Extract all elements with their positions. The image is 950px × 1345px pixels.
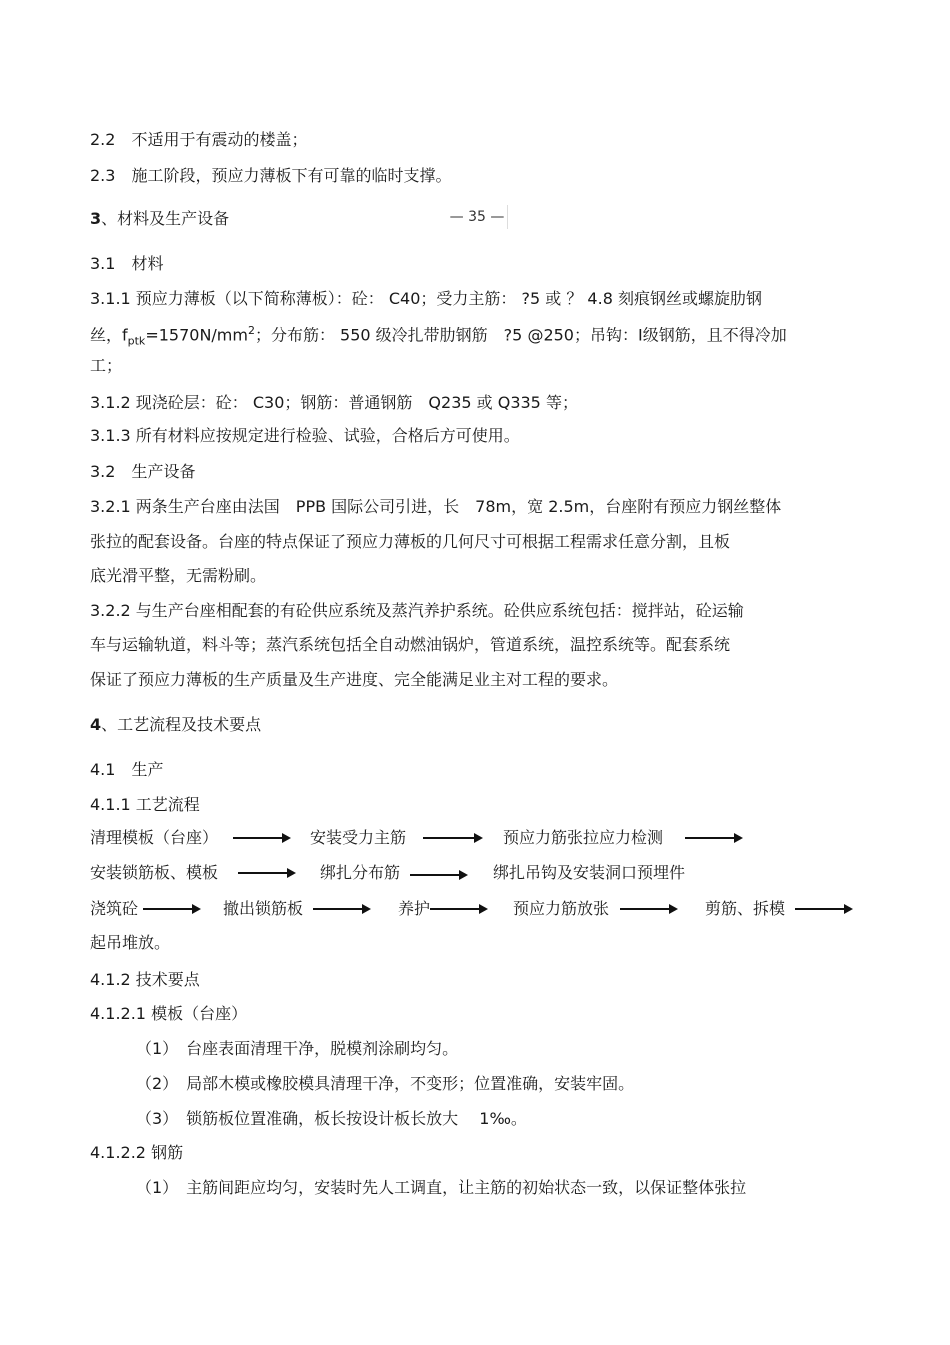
- clause-4-1-2-1: 4.1.2.1 模板（台座）: [90, 1004, 248, 1023]
- arrow-right-icon: [238, 868, 296, 878]
- clause-3-2-2-line2: 车与运输轨道，料斗等；蒸汽系统包括全自动燃油锅炉，管道系统，温控系统等。配套系统: [90, 635, 731, 654]
- page-number: — 35 —: [447, 205, 508, 229]
- flow-step: 撤出锁筋板: [223, 899, 304, 918]
- list-item: （3） 锁筋板位置准确，板长按设计板长放大 1‰。: [136, 1109, 527, 1128]
- flow-step: 绑扎吊钩及安装洞口预埋件: [493, 863, 686, 882]
- arrow-right-icon: [143, 904, 201, 914]
- section-4-heading: [90, 714, 261, 736]
- arrow-right-icon: [685, 833, 743, 843]
- clause-4-1-2-2: 4.1.2.2 钢筋: [90, 1143, 184, 1162]
- flow-step: 起吊堆放。: [90, 933, 171, 952]
- flow-step: 清理模板（台座）: [90, 828, 219, 847]
- list-item: （2） 局部木模或橡胶模具清理干净，不变形；位置准确，安装牢固。: [136, 1074, 635, 1093]
- superscript-2: 2: [247, 324, 255, 337]
- subscript-ptk: ptk: [127, 334, 146, 348]
- flow-step: 绑扎分布筋: [320, 863, 401, 882]
- clause-4-1-2: 4.1.2 技术要点: [90, 970, 200, 989]
- list-item: （1） 台座表面清理干净，脱模剂涂刷均匀。: [136, 1039, 459, 1058]
- section-4-title: 、工艺流程及技术要点: [101, 715, 262, 734]
- clause-3-1-2: 3.1.2 现浇砼层：砼： C30；钢筋：普通钢筋 Q235 或 Q335 等；: [90, 393, 578, 412]
- section-3-heading: [90, 208, 229, 230]
- clause-3-2: 3.2 生产设备: [90, 462, 196, 481]
- clause-3-2-1-line2: 张拉的配套设备。台座的特点保证了预应力薄板的几何尺寸可根据工程需求任意分割，且板: [90, 532, 731, 551]
- text-fragment: =1570N/mm: [145, 325, 248, 345]
- flow-step: 剪筋、拆模: [705, 899, 786, 918]
- flow-step: 预应力筋放张: [513, 899, 610, 918]
- arrow-right-icon: [430, 904, 488, 914]
- clause-3-1-1-line1: 3.1.1 预应力薄板（以下简称薄板）：砼： C40；受力主筋： ?5 或 ？ 4.8 刻痕钢丝或螺旋肋钢: [90, 289, 762, 308]
- clause-3-2-1-line1: 3.2.1 两条生产台座由法国 PPB 国际公司引进，长 78m，宽 2.5m，台座附有预应力钢丝整体: [90, 497, 782, 516]
- clause-3-1: 3.1 材料: [90, 254, 164, 273]
- clause-3-1-1-line2: [90, 320, 787, 353]
- flow-step: 预应力筋张拉应力检测: [503, 828, 664, 847]
- text-fragment: 丝，f: [90, 325, 128, 345]
- clause-3-2-2-line1: 3.2.2 与生产台座相配套的有砼供应系统及蒸汽养护系统。砼供应系统包括：搅拌站，砼运输: [90, 601, 744, 620]
- clause-2-3: 2.3 施工阶段，预应力薄板下有可靠的临时支撑。: [90, 166, 452, 185]
- arrow-right-icon: [313, 904, 371, 914]
- flow-step: 安装锁筋板、模板: [90, 863, 219, 882]
- arrow-right-icon: [795, 904, 853, 914]
- flow-step: 浇筑砼: [90, 899, 139, 918]
- clause-4-1-1: 4.1.1 工艺流程: [90, 795, 200, 814]
- clause-3-2-1-line3: 底光滑平整，无需粉刷。: [90, 566, 267, 585]
- arrow-right-icon: [423, 833, 483, 843]
- list-item: （1） 主筋间距应均匀，安装时先人工调直，让主筋的初始状态一致，以保证整体张拉: [136, 1178, 747, 1197]
- section-4-number: 4: [90, 715, 102, 734]
- text-fragment: ；分布筋： 550 级冷扎带肋钢筋 ?5 @250；吊钩：Ⅰ级钢筋，且不得冷加: [254, 325, 787, 345]
- arrow-right-icon: [620, 904, 678, 914]
- clause-3-1-3: 3.1.3 所有材料应按规定进行检验、试验，合格后方可使用。: [90, 426, 520, 445]
- clause-4-1: 4.1 生产: [90, 760, 164, 779]
- section-3-title: 、材料及生产设备: [101, 209, 230, 228]
- section-3-number: 3: [90, 209, 102, 228]
- clause-3-1-1-line3: 工；: [90, 356, 123, 375]
- flow-step: 养护: [398, 899, 431, 918]
- arrow-right-icon: [410, 870, 468, 880]
- arrow-right-icon: [233, 833, 291, 843]
- flow-step: 安装受力主筋: [310, 828, 407, 847]
- page-number-value: 35: [468, 209, 486, 225]
- clause-3-2-2-line3: 保证了预应力薄板的生产质量及生产进度、完全能满足业主对工程的要求。: [90, 670, 619, 689]
- clause-2-2: 2.2 不适用于有震动的楼盖；: [90, 130, 308, 149]
